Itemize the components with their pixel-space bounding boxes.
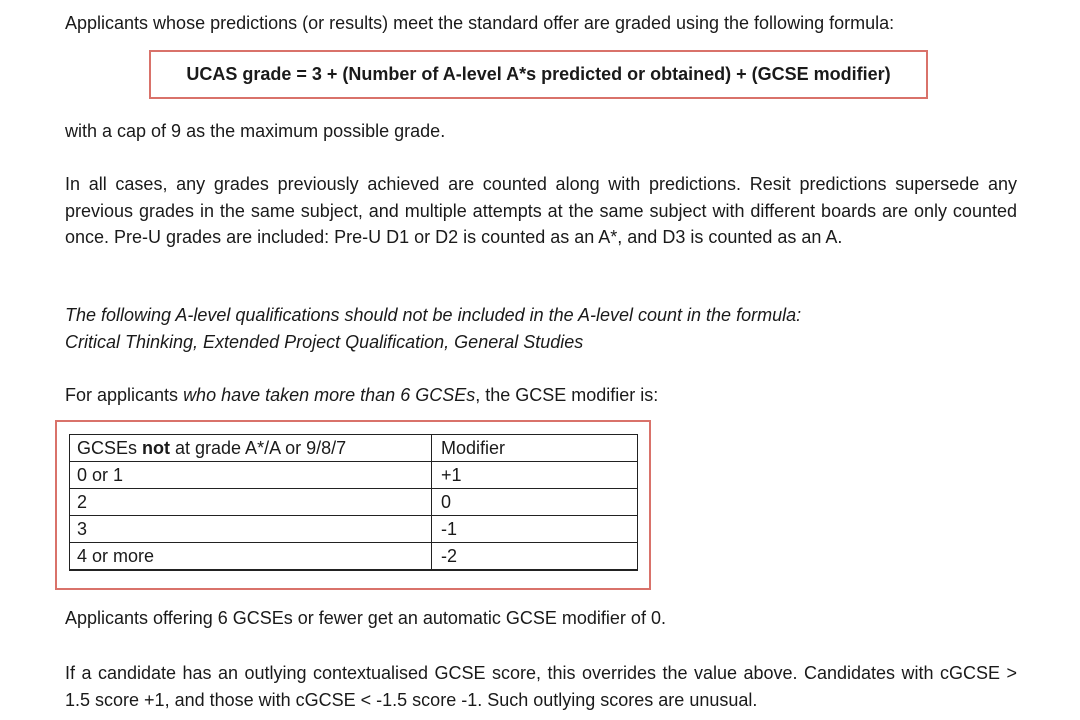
header-gcses-after: at grade A*/A or 9/8/7 — [170, 438, 347, 458]
table-row — [70, 462, 638, 489]
formula-box — [149, 50, 928, 99]
outlying-paragraph: If a candidate has an outlying contextualised GCSE score, this overrides the value above. Candidates with cGCSE > 1.5 score +1, and those with cGCSE < -1.5 score -1. Such outlying scores are unusual. — [65, 663, 1017, 710]
intro-paragraph: Applicants whose predictions (or results) meet the standard offer are graded using the following formula: — [65, 13, 895, 33]
exclusions-note — [65, 302, 1017, 355]
header-gcses-bold: not — [142, 438, 170, 458]
cell-modifier: 0 — [432, 489, 638, 516]
cell-modifier: -1 — [432, 516, 638, 543]
modifier-intro — [65, 382, 1017, 409]
table-row — [70, 543, 638, 570]
six-or-fewer-note: Applicants offering 6 GCSEs or fewer get an automatic GCSE modifier of 0. — [65, 608, 666, 628]
cell-gcses: 4 or more — [70, 543, 432, 570]
gcse-modifier-table — [69, 434, 638, 571]
exclusions-line-1: The following A-level qualifications should not be included in the A-level count in the formula: — [65, 305, 802, 325]
all-cases-paragraph: In all cases, any grades previously achieved are counted along with predictions. Resit predictions supersede any previous grades in the same subject, and multiple attempts at the same subject with different boards are only counted once. Pre-U grades are included: Pre-U D1 or D2 is counted as an A*, and D3 is counted as an A. — [65, 174, 1017, 247]
header-gcses-before: GCSEs — [77, 438, 143, 458]
cell-gcses: 2 — [70, 489, 432, 516]
cell-gcses: 3 — [70, 516, 432, 543]
formula-text: UCAS grade = 3 + (Number of A-level A*s predicted or obtained) + (GCSE modifier) — [186, 64, 891, 84]
cap-note: with a cap of 9 as the maximum possible grade. — [65, 121, 446, 141]
modifier-intro-italic: who have taken more than 6 GCSEs — [183, 385, 476, 405]
cell-modifier: +1 — [432, 462, 638, 489]
table-row — [70, 489, 638, 516]
modifier-intro-before: For applicants — [65, 385, 184, 405]
exclusions-line-2: Critical Thinking, Extended Project Qualification, General Studies — [65, 331, 584, 352]
header-gcses — [70, 435, 432, 462]
table-row — [70, 516, 638, 543]
table-header-row — [70, 435, 638, 462]
cell-modifier: -2 — [432, 543, 638, 570]
header-modifier: Modifier — [432, 435, 638, 462]
cell-gcses: 0 or 1 — [70, 462, 432, 489]
modifier-intro-after: , the GCSE modifier is: — [475, 385, 659, 405]
